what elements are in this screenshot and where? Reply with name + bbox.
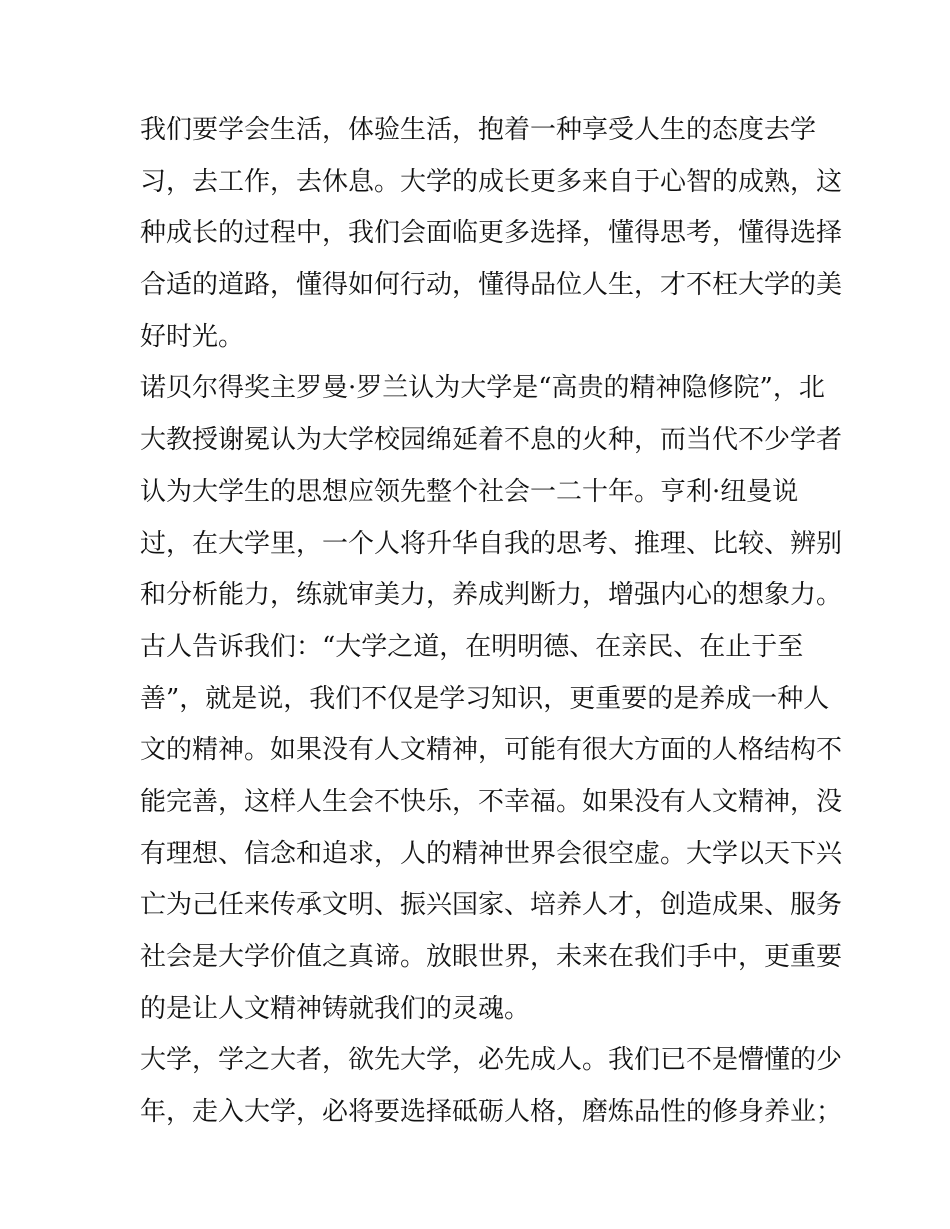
text-line: 能完善，这样人生会不快乐，不幸福。如果没有人文精神，没 — [140, 786, 843, 817]
text-line: 有理想、信念和追求，人的精神世界会很空虚。大学以天下兴 — [140, 838, 843, 869]
text-line: 诺贝尔得奖主罗曼·罗兰认为大学是“高贵的精神隐修院”，北 — [140, 373, 825, 404]
text-line: 亡为己任来传承文明、振兴国家、培养人才，创造成果、服务 — [140, 890, 843, 921]
text-line: 大教授谢冕认为大学校园绵延着不息的火种，而当代不少学者 — [140, 425, 843, 456]
text-line: 好时光。 — [140, 321, 245, 352]
text-line: 文的精神。如果没有人文精神，可能有很大方面的人格结构不 — [140, 735, 843, 766]
text-line: 过，在大学里，一个人将升华自我的思考、推理、比较、辨别 — [140, 528, 843, 559]
text-line: 年，走入大学，必将要选择砥砺人格，磨炼品性的修身养业； — [140, 1097, 843, 1128]
text-line: 合适的道路，懂得如何行动，懂得品位人生，才不枉大学的美 — [140, 270, 843, 301]
text-line: 和分析能力，练就审美力，养成判断力，增强内心的想象力。 — [140, 580, 843, 611]
text-line: 大学，学之大者，欲先大学，必先成人。我们已不是懵懂的少 — [140, 1045, 843, 1076]
text-line: 种成长的过程中，我们会面临更多选择，懂得思考，懂得选择 — [140, 218, 843, 249]
text-line: 习，去工作，去休息。大学的成长更多来自于心智的成熟，这 — [140, 166, 843, 197]
text-line: 古人告诉我们：“大学之道，在明明德、在亲民、在止于至 — [140, 631, 804, 662]
text-line: 善”，就是说，我们不仅是学习知识，更重要的是养成一种人 — [140, 683, 830, 714]
text-line: 认为大学生的思想应领先整个社会一二十年。亨利·纽曼说 — [140, 476, 799, 507]
text-line: 社会是大学价值之真谛。放眼世界，未来在我们手中，更重要 — [140, 942, 843, 972]
text-line: 我们要学会生活，体验生活，抱着一种享受人生的态度去学 — [140, 115, 817, 145]
body-text — [140, 108, 843, 1142]
text-line: 的是让人文精神铸就我们的灵魂。 — [140, 993, 531, 1024]
